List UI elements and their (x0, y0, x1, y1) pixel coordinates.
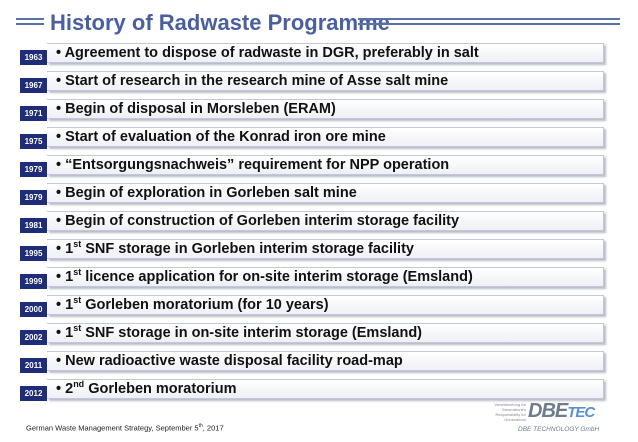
title-decor-line-left (16, 18, 44, 25)
bullet-icon: • (56, 185, 62, 201)
event-text (56, 127, 386, 147)
event-description: Start of research in the research mine of Asse salt mine (65, 73, 449, 89)
event-text (56, 183, 357, 203)
bullet-icon: • (56, 45, 62, 61)
event-ordinal: 1 (65, 297, 74, 313)
bullet-icon: • (56, 101, 62, 117)
bullet-icon: • (56, 269, 62, 285)
event-description: Start of evaluation of the Konrad iron ore mine (65, 129, 386, 145)
event-text (56, 267, 473, 287)
timeline-row (20, 180, 604, 208)
dbe-tec-logo (486, 400, 606, 438)
logo-slogan: Verantwortung für Generationen Responsibility for Generations (494, 402, 526, 422)
bullet-icon: • (56, 241, 62, 257)
bullet-icon: • (56, 157, 62, 173)
footer-sup: th (198, 423, 203, 429)
bullet-icon: • (56, 129, 62, 145)
year-badge: 2000 (20, 302, 47, 317)
bullet-icon: • (56, 73, 62, 89)
logo-wordmark (528, 400, 594, 423)
event-description: Begin of disposal in Morsleben (ERAM) (65, 101, 336, 117)
footer (26, 423, 224, 433)
year-badge: 1979 (20, 190, 47, 205)
title-row (16, 10, 622, 36)
year-badge: 1999 (20, 274, 47, 289)
event-ordinal-suffix: st (73, 239, 82, 250)
event-text (56, 239, 414, 259)
event-ordinal: 2 (65, 381, 74, 397)
event-text (56, 99, 336, 119)
year-badge: 1995 (20, 246, 47, 261)
logo-main-text: DBE (528, 400, 568, 422)
event-ordinal-suffix: nd (73, 379, 85, 390)
event-description: licence application for on-site interim storage (Emsland) (85, 269, 473, 285)
year-badge: 2002 (20, 330, 47, 345)
event-text (56, 323, 422, 343)
timeline-row (20, 40, 604, 68)
title-decor-line-right (358, 18, 620, 25)
event-text (56, 295, 329, 315)
timeline-row (20, 124, 604, 152)
bullet-icon: • (56, 353, 62, 369)
timeline-row (20, 348, 604, 376)
event-ordinal-suffix: st (73, 295, 82, 306)
timeline-row (20, 320, 604, 348)
year-badge: 1963 (20, 50, 47, 65)
timeline-row (20, 96, 604, 124)
event-ordinal: 1 (65, 241, 74, 257)
event-description: SNF storage in Gorleben interim storage facility (85, 241, 414, 257)
year-badge: 1979 (20, 162, 47, 177)
timeline-row (20, 236, 604, 264)
page-title: History of Radwaste Programme (50, 10, 390, 35)
bullet-icon: • (56, 381, 62, 397)
event-description: Gorleben moratorium (88, 381, 237, 397)
year-badge: 2011 (20, 358, 47, 373)
year-badge: 1981 (20, 218, 47, 233)
event-text (56, 211, 459, 231)
event-text (56, 351, 403, 371)
year-badge: 1975 (20, 134, 47, 149)
timeline (20, 40, 604, 404)
event-description: SNF storage in on-site interim storage (Emsland) (85, 325, 423, 341)
event-text (56, 71, 448, 91)
event-ordinal: 1 (65, 269, 74, 285)
event-description: Begin of exploration in Gorleben salt mine (65, 185, 357, 201)
bullet-icon: • (56, 325, 62, 341)
event-description: New radioactive waste disposal facility road-map (65, 353, 403, 369)
footer-text-end: , 2017 (202, 423, 224, 433)
logo-accent-text: TEC (567, 404, 595, 421)
event-ordinal-suffix: st (73, 267, 82, 278)
event-description: Begin of construction of Gorleben interim storage facility (65, 213, 460, 229)
year-badge: 1971 (20, 106, 47, 121)
event-text (56, 379, 236, 399)
bullet-icon: • (56, 297, 62, 313)
event-text (56, 43, 479, 63)
event-description: Gorleben moratorium (for 10 years) (85, 297, 329, 313)
timeline-row (20, 68, 604, 96)
event-description: Agreement to dispose of radwaste in DGR, preferably in salt (64, 45, 479, 61)
event-description: “Entsorgungsnachweis” requirement for NPP operation (65, 157, 450, 173)
timeline-row (20, 152, 604, 180)
bullet-icon: • (56, 213, 62, 229)
event-text (56, 155, 449, 175)
year-badge: 2012 (20, 386, 47, 401)
timeline-row (20, 264, 604, 292)
footer-text: German Waste Management Strategy, September 5 (26, 423, 199, 433)
timeline-row (20, 208, 604, 236)
timeline-row (20, 292, 604, 320)
logo-subtitle: DBE TECHNOLOGY GmbH (518, 426, 600, 433)
year-badge: 1967 (20, 78, 47, 93)
event-ordinal: 1 (65, 325, 74, 341)
event-ordinal-suffix: st (73, 323, 82, 334)
